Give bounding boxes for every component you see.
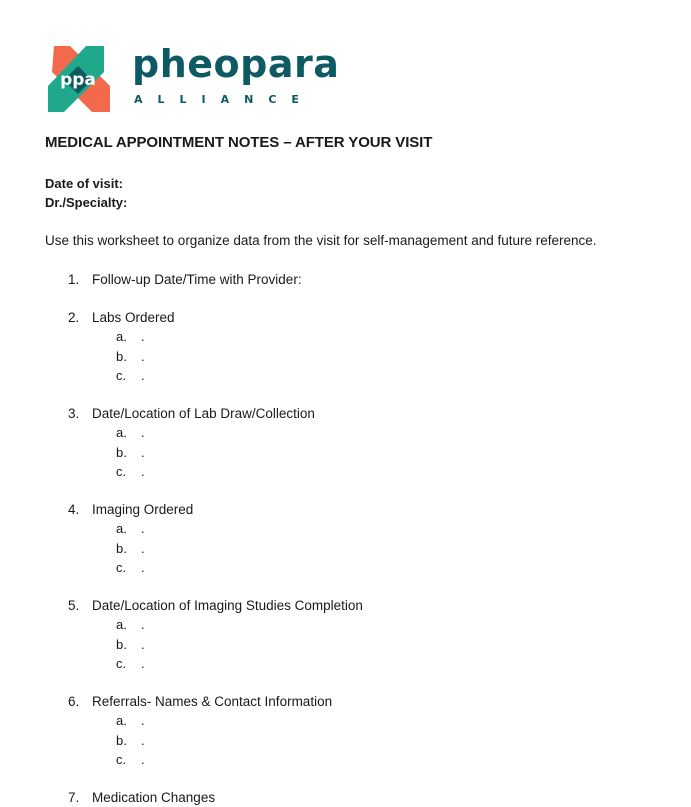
sub-item-text: . [141,368,145,383]
list-item-label: Referrals- Names & Contact Information [92,694,333,709]
sub-list-item [116,711,332,731]
sub-item-letter: b. [116,540,127,556]
list-item-number: 1. [68,272,80,287]
sub-item-letter: c. [116,656,127,671]
sub-item-text: . [141,444,145,460]
sub-item-letter: a. [116,521,127,536]
sub-item-letter: a. [116,425,127,440]
sub-list-item [116,750,332,770]
brand-subtitle: ALLIANCE [134,93,314,106]
list-item-number: 5. [68,598,80,613]
sub-item-text: . [141,540,145,556]
logo-mark-text: ppa [60,70,96,90]
page-title: MEDICAL APPOINTMENT NOTES – AFTER YOUR VISIT [45,134,433,151]
list-item-label: Date/Location of Lab Draw/Collection [92,406,315,421]
sub-item-letter: a. [116,617,127,632]
sub-list-item [116,635,363,655]
list-item-number: 6. [68,694,80,709]
list-item [68,788,215,807]
list-item [68,308,175,386]
list-item [68,692,332,770]
list-item-label: Labs Ordered [92,310,175,325]
sub-list-item [116,558,193,578]
sub-item-letter: b. [116,636,127,652]
sub-list-item [116,615,363,635]
sub-list [68,519,193,578]
sub-item-text: . [141,348,145,364]
list-item [68,270,302,289]
sub-list [68,423,315,482]
brand-name: pheopara [132,42,340,86]
sub-list [68,327,175,386]
list-item-number: 4. [68,502,80,517]
list-item-number: 7. [68,790,80,805]
sub-list-item [116,462,315,482]
sub-list-item [116,347,175,367]
sub-item-text: . [141,521,145,536]
sub-list-item [116,443,315,463]
sub-list-item [116,519,193,539]
sub-list-item [116,654,363,674]
sub-item-text: . [141,617,145,632]
sub-item-text: . [141,464,145,479]
list-item-label: Medication Changes [92,790,216,805]
sub-item-text: . [141,329,145,344]
intro-text: Use this worksheet to organize data from the visit for self-management and future reference. [45,233,597,248]
doctor-specialty-label: Dr./Specialty: [45,195,128,210]
sub-item-text: . [141,713,145,728]
sub-list-item [116,366,175,386]
sub-item-letter: b. [116,732,127,748]
list-item-number: 2. [68,310,80,325]
sub-item-text: . [141,732,145,748]
sub-item-text: . [141,752,145,767]
sub-item-text: . [141,636,145,652]
list-item-number: 3. [68,406,80,421]
list-item [68,404,315,482]
sub-item-letter: c. [116,560,127,575]
sub-list-item [116,327,175,347]
ppa-logo-mark-icon [44,44,112,114]
sub-list-item [116,423,315,443]
pheopara-logo [44,42,340,116]
sub-item-letter: a. [116,713,127,728]
sub-list-item [116,731,332,751]
sub-item-text: . [141,425,145,440]
list-item-label: Imaging Ordered [92,502,194,517]
sub-item-letter: c. [116,752,127,767]
sub-item-text: . [141,560,145,575]
list-item-label: Date/Location of Imaging Studies Completion [92,598,363,613]
list-item [68,596,363,674]
sub-item-letter: b. [116,348,127,364]
sub-list-item [116,539,193,559]
sub-list [68,615,363,674]
sub-item-letter: c. [116,368,127,383]
date-of-visit-label: Date of visit: [45,176,124,191]
sub-item-letter: b. [116,444,127,460]
list-item-label: Follow-up Date/Time with Provider: [92,272,302,287]
sub-list [68,711,332,770]
sub-item-letter: a. [116,329,127,344]
list-item [68,500,193,578]
sub-item-text: . [141,656,145,671]
sub-item-letter: c. [116,464,127,479]
